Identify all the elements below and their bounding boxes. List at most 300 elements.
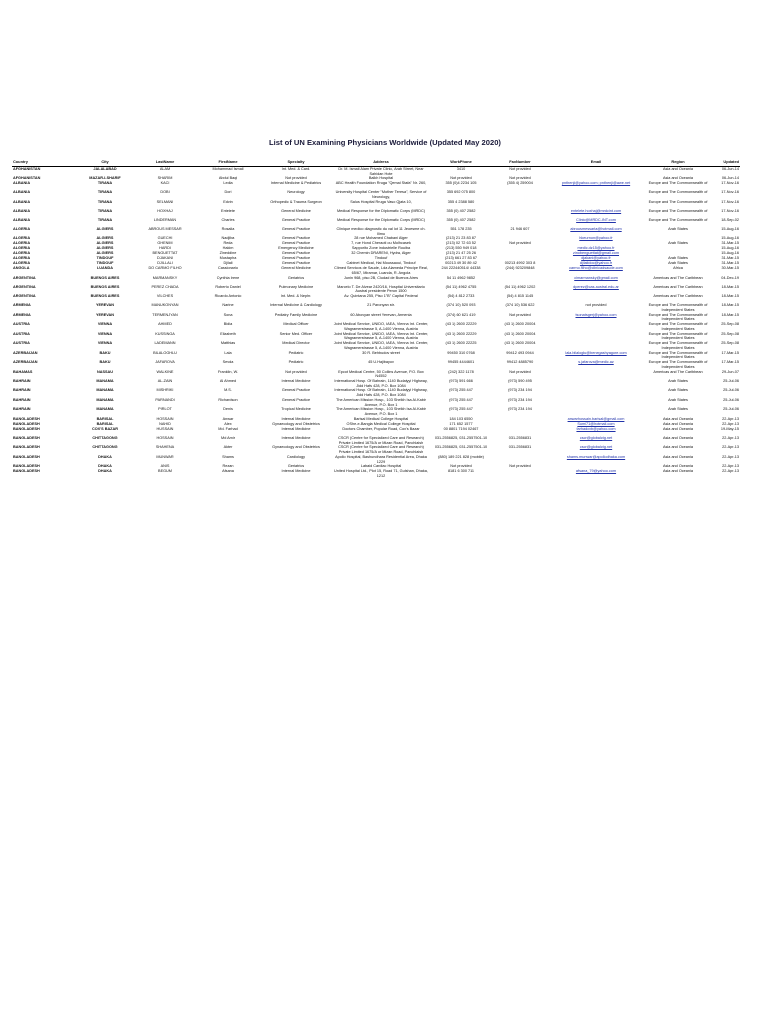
cell-work-phone: 551 178 235 xyxy=(450,226,472,231)
cell-city: BAKU xyxy=(99,350,111,355)
cell-address: Sapporito Zone industrielle Rouiba xyxy=(351,246,411,251)
cell-email xyxy=(548,276,644,285)
cell-last-name: DOBI xyxy=(160,190,170,195)
cell-email xyxy=(548,266,644,275)
cell-region: Europe and The Commonwealth of Independent States xyxy=(648,312,708,322)
header-region: Region xyxy=(644,160,712,166)
cell-last-name: GUECHI xyxy=(157,236,173,241)
email-link[interactable]: lala.bilaloglu@benegashyagore.com xyxy=(565,350,627,355)
cell-email xyxy=(548,166,644,176)
email-link[interactable]: carmo.filho@clinicadsaude.com xyxy=(569,266,623,271)
cell-specialty: Geriatrics xyxy=(287,275,305,280)
cell-region: Europe and The Commonwealth of xyxy=(648,181,708,186)
cell-last-name: HUSSAIN xyxy=(156,426,174,431)
cell-last-name: HOSSAIN xyxy=(156,416,174,421)
cell-address: Av. Quintana 255, Piso 1"B" Capital Federal xyxy=(344,294,418,299)
cell-first-name: Sona xyxy=(223,312,233,317)
cell-region: Asia and Oceania xyxy=(663,469,693,474)
cell-work-phone: Not provided xyxy=(450,464,472,469)
cell-city: JALALABAD xyxy=(93,166,117,171)
cell-last-name: MISHRIKI xyxy=(156,388,174,393)
cell-address: 32 Chemin DRARENI, Hydra, Alger xyxy=(351,251,411,256)
cell-city: MANAMA xyxy=(96,388,114,393)
cell-country: ARGENTINA xyxy=(13,284,36,289)
cell-fax-number: Not provided xyxy=(509,312,531,317)
header-last-name: LastName xyxy=(134,160,196,166)
cell-region: Arab States xyxy=(668,378,688,383)
cell-country: ARGENTINA xyxy=(13,294,36,299)
cell-specialty: Pediatry Family Medicine xyxy=(274,312,318,317)
cell-first-name: Elizabeth xyxy=(220,331,236,336)
cell-address: University Hospital Center "Mother Teresa", Service of Neurology, xyxy=(335,190,427,200)
cell-country: ARGENTINA xyxy=(13,275,36,280)
cell-email xyxy=(548,285,644,294)
cell-specialty: General Practice xyxy=(281,388,311,393)
cell-email xyxy=(548,388,644,397)
cell-first-name: M.S. xyxy=(224,388,232,393)
cell-specialty: Gynaecology and Obstetrics xyxy=(272,421,320,426)
cell-updated: 17-Mar-15 xyxy=(721,360,739,365)
cell-address: International Hosp. Of Bahrain, 1140 Budaiyyi Highway, Jidd Hafs 428, P.O. Box 1084 xyxy=(334,378,428,388)
cell-fax-number: 99412 493 0944 xyxy=(506,350,534,355)
email-link[interactable]: tsonatsgerj@yahoo.com xyxy=(575,312,617,317)
table-row xyxy=(12,388,740,397)
cell-work-phone: (242) 322 1178 xyxy=(448,369,474,374)
cell-region: Arab States xyxy=(668,226,688,231)
email-link[interactable]: djilalidoc@yahoo.fr xyxy=(579,261,613,266)
cell-region: Asia and Oceania xyxy=(663,166,693,171)
cell-region: Americas and The Caribbean xyxy=(653,294,703,299)
cell-country: AUSTRIA xyxy=(13,322,30,327)
cell-work-phone: 355 (0) 407 2582 xyxy=(446,217,476,222)
cell-region: Arab States xyxy=(668,388,688,393)
cell-country: BANGLADESH xyxy=(13,426,40,431)
email-link[interactable]: shams.munwar@apollodhaka.com xyxy=(566,454,626,459)
cell-region: Europe and The Commonwealth of xyxy=(648,190,708,195)
cell-first-name: Hakim xyxy=(222,246,234,251)
cell-city: TINDOUF xyxy=(96,256,114,261)
cell-email xyxy=(548,313,644,322)
cell-last-name: ALAM xyxy=(159,166,171,171)
cell-country: AZERBAIJAN xyxy=(13,350,38,355)
cell-address: Joint Medical Service, UNIDO, IAEA, Vienna Int. Center, Wagramerstrasse 5, A-1400 Vienna, Austria xyxy=(333,331,429,341)
cell-region: Europe and The Commonwealth of Independent States xyxy=(648,360,708,369)
cell-updated: 17-Nov-16 xyxy=(721,190,739,195)
cell-country: BANGLADESH xyxy=(13,469,40,474)
table-row xyxy=(12,181,740,190)
cell-first-name: Roberto Daniel xyxy=(215,284,241,289)
cell-work-phone: 00 8801 7194 02467 xyxy=(443,426,479,431)
cell-address: The American Mission Hosp., 103 Sheikh Isa Al-Kabir Avenue, P.O. Box 1 xyxy=(336,397,426,407)
cell-email xyxy=(548,322,644,331)
cell-fax-number: 031-2556831 xyxy=(508,435,532,440)
cell-country: ARMENIA xyxy=(13,312,31,317)
cell-last-name: BEGUM xyxy=(158,469,172,474)
cell-first-name: Richardson xyxy=(218,397,238,402)
cell-specialty: Pediatric xyxy=(288,350,304,355)
cell-region: Asia and Oceania xyxy=(663,416,693,421)
cell-specialty: Internal Medicine & Pediatrics xyxy=(270,181,322,186)
cell-updated: 15-Aug-16 xyxy=(721,226,739,231)
cell-updated: 25-Jul-06 xyxy=(723,397,739,402)
cell-region: Europe and The Commonwealth of Independent States xyxy=(648,341,708,350)
cell-updated: 22-Apr-13 xyxy=(722,469,739,474)
cell-last-name: DJILLALI xyxy=(157,261,173,266)
cell-first-name: Entelete xyxy=(221,208,235,213)
cell-country: AUSTRIA xyxy=(13,341,30,346)
cell-region: Africa xyxy=(673,266,683,271)
cell-city: CHITTAGONG xyxy=(92,445,118,450)
cell-country: BANGLADESH xyxy=(13,416,40,421)
cell-specialty: Not provided xyxy=(285,369,307,374)
email-link[interactable]: anwarhossain.barisal@gmail.com xyxy=(567,416,625,421)
table-row xyxy=(12,285,740,294)
cell-email xyxy=(548,379,644,388)
cell-specialty: Medical Director xyxy=(282,341,310,346)
cell-work-phone: 184 103 6550 xyxy=(449,416,473,421)
cell-country: BANGLADESH xyxy=(13,421,40,426)
cell-first-name: Shams xyxy=(222,454,234,459)
physicians-table xyxy=(12,160,740,479)
cell-specialty: Internal Medicine xyxy=(281,378,311,383)
cell-work-phone: 99455 4444601 xyxy=(447,360,475,365)
cell-address: Medical Response for the Diplomatic Corps (MRDC) xyxy=(337,217,425,222)
cell-work-phone: 171 652 1577 xyxy=(449,421,473,426)
cell-work-phone: 54 11 4962 9852 xyxy=(446,275,476,280)
cell-last-name: PIRLOT xyxy=(158,407,172,412)
cell-email xyxy=(548,190,644,199)
cell-work-phone: (374) 60 621 419 xyxy=(446,312,476,317)
email-link[interactable]: zinobenguettat@gmail.com xyxy=(572,251,620,256)
cell-city: ALGIERS xyxy=(96,226,114,231)
cell-country: ANGOLA xyxy=(13,266,30,271)
cell-last-name: VILCHES xyxy=(156,294,174,299)
cell-country: ARMENIA xyxy=(13,303,31,308)
cell-city: ALGIERS xyxy=(96,241,114,246)
table-row xyxy=(12,360,740,369)
cell-last-name: SHAHENA xyxy=(155,445,175,450)
cell-last-name: AL-ZAIN xyxy=(157,378,173,383)
cell-country: AFGHANISTAN xyxy=(13,176,41,181)
cell-address: CSCR (Centre for Specialized Care and Research) Private Limited 1675/A or Mizan Road, Panchlaish xyxy=(338,435,424,445)
cell-last-name: BILALOGHLU xyxy=(153,350,177,355)
cell-region: Arab States xyxy=(668,261,688,266)
cell-first-name: Lala xyxy=(224,350,232,355)
cell-region: Europe and The Commonwealth of Independent States xyxy=(648,303,708,312)
cell-address: OShe-e-Bangla Medical College Hospital xyxy=(346,421,416,426)
cell-work-phone: (374 10) 520 093 xyxy=(446,303,476,308)
table-row xyxy=(12,276,740,285)
cell-city: ALGIERS xyxy=(96,246,114,251)
cell-region: Asia and Oceania xyxy=(663,421,693,426)
header-email: Email xyxy=(548,160,644,166)
email-link[interactable]: cscr@globalctg.net xyxy=(579,435,613,440)
cell-last-name: KACI xyxy=(160,181,170,186)
cell-updated: 18-Mar-15 xyxy=(721,312,739,317)
cell-country: BAHAMAS xyxy=(13,369,33,374)
cell-updated: 15-Aug-16 xyxy=(721,236,739,241)
table-row xyxy=(12,455,740,464)
email-link[interactable]: abrousmessarla@hotmail.com xyxy=(570,226,622,231)
cell-email xyxy=(548,200,644,209)
cell-updated: 25-Sep-08 xyxy=(721,341,739,346)
cell-first-name: Al Ahmed xyxy=(219,378,237,383)
cell-first-name: Dori xyxy=(224,190,232,195)
cell-first-name: Md. Farhad xyxy=(218,426,238,431)
cell-last-name: TERMENJYAN xyxy=(152,312,178,317)
cell-specialty: Gynaecology and Obstetrics xyxy=(272,445,320,450)
email-link[interactable]: djakani@yahoo.fr xyxy=(581,256,611,261)
cell-updated: 18-Sep-02 xyxy=(721,217,739,222)
table-row xyxy=(12,445,740,454)
cell-fax-number: (973) 234 194 xyxy=(508,397,532,402)
cell-first-name: Rezan xyxy=(222,464,234,469)
cell-address: Cabinet Medical, Hai Moussaoui, Tindouf xyxy=(346,261,416,266)
email-link[interactable]: cscr@globalctg.net xyxy=(579,445,613,450)
cell-region: Europe and The Commonwealth of xyxy=(648,199,708,204)
cell-last-name: SELMANI xyxy=(156,199,174,204)
cell-region: Americas and The Caribbean xyxy=(653,284,703,289)
cell-email xyxy=(548,341,644,350)
cell-specialty: Internal Medicine xyxy=(281,469,311,474)
header-specialty: Specialty xyxy=(260,160,332,166)
cell-last-name: LINDERMAN xyxy=(153,217,177,222)
header-city: City xyxy=(76,160,134,166)
cell-email xyxy=(548,227,644,236)
cell-specialty: General Practice xyxy=(281,256,311,261)
cell-city: YEREVAN xyxy=(95,312,115,317)
cell-country: BANGLADESH xyxy=(13,435,40,440)
cell-first-name: Md Amir xyxy=(221,435,235,440)
cell-work-phone: (213) 21 47 25 26 xyxy=(446,251,476,256)
cell-specialty: Geriatrics xyxy=(287,464,305,469)
cell-city: COX'S BAZAR xyxy=(91,426,118,431)
cell-city: TIRANA xyxy=(97,190,113,195)
cell-address: Climed Servicos de Saude, Lda Alameda Principe Real, 65/67, Miramar, Luanda, R. Angola xyxy=(334,266,428,276)
table-row xyxy=(12,227,740,236)
cell-specialty: General Practice xyxy=(281,251,311,256)
cell-address: Balkh Hospital xyxy=(368,176,394,181)
cell-address: Medical Response for the Diplomatic Corps (MRDC) xyxy=(337,208,425,213)
cell-last-name: MARMANSKY xyxy=(152,275,178,280)
email-link[interactable]: dperez@cas.austral.edu.ar xyxy=(573,284,619,289)
cell-first-name: Akter xyxy=(223,445,233,450)
cell-country: ALGERIA xyxy=(13,241,31,246)
email-link[interactable]: cimarmansky@gmail.com xyxy=(574,275,618,280)
cell-fax-number xyxy=(492,190,548,199)
cell-work-phone: 355 692 075 800 xyxy=(446,190,476,195)
cell-city: TIRANA xyxy=(97,181,113,186)
email-link[interactable]: medic.dz15@yahoo.fr xyxy=(577,246,615,251)
email-link[interactable]: Clinic@MRDC-INT.com xyxy=(576,217,616,222)
email-link[interactable]: s.jafarova@medic.az xyxy=(578,360,614,365)
cell-region: Arab States xyxy=(668,256,688,261)
cell-region: Americas and The Caribbean xyxy=(653,369,703,374)
cell-first-name: Ricardo Antonio xyxy=(214,294,242,299)
table-row xyxy=(12,209,740,218)
cell-city: TINDOUF xyxy=(96,261,114,266)
cell-updated: 17-Mar-15 xyxy=(721,350,739,355)
cell-city: DHAKA xyxy=(98,469,112,474)
cell-address: The American Mission Hosp., 103 Sheikh Isa Al-Kabir Avenue, P.O. Box 1 xyxy=(336,407,426,417)
cell-city: MAZAR-I-SHARIF xyxy=(89,176,121,181)
cell-updated: 17-Nov-16 xyxy=(721,181,739,186)
cell-updated: 18-Mar-15 xyxy=(721,284,739,289)
cell-address: Marcelo T. De Alvear 2420/16, Hospital Universitario Austral presidente Peron 1500 xyxy=(337,284,425,294)
email-link[interactable]: pnthenji@yahoo.com; pnthenji@awe.net xyxy=(561,181,631,186)
table-row xyxy=(12,313,740,322)
cell-city: NASSAU xyxy=(96,369,114,374)
cell-work-phone: 355 4 2388 580 xyxy=(447,199,475,204)
cell-first-name: Abdul Baqi xyxy=(218,176,238,181)
cell-first-name: Denis xyxy=(223,407,233,412)
cell-updated: 25-Sep-08 xyxy=(721,331,739,336)
table-row xyxy=(12,469,740,478)
cell-region: Americas and The Caribbean xyxy=(653,275,703,280)
cell-updated: 19-May-15 xyxy=(720,426,739,431)
cell-country: BAHRAIN xyxy=(13,397,31,402)
cell-address: Doctors Chamber, Popular Road, Cox's Bazar xyxy=(342,426,420,431)
cell-work-phone: 8181 6 300 711 xyxy=(447,469,475,474)
table-row xyxy=(12,322,740,331)
cell-first-name: Djilali xyxy=(223,261,233,266)
cell-address: Tindouf xyxy=(374,256,388,261)
cell-updated: 25-Jul-06 xyxy=(723,388,739,393)
header-work-phone: WorkPhone xyxy=(430,160,492,166)
cell-fax-number xyxy=(492,200,548,209)
cell-address: United Hospital Ltd., Plot 15, Road 71, Gulshan, Dhaka, 1212 xyxy=(334,469,428,478)
cell-work-phone: (973) 591 666 xyxy=(449,378,473,383)
cell-email xyxy=(548,303,644,312)
cell-region: Asia and Oceania xyxy=(663,445,693,450)
cell-country: ALBANIA xyxy=(13,190,31,195)
cell-last-name: WALKINE xyxy=(156,369,174,374)
cell-country: AUSTRIA xyxy=(13,331,30,336)
cell-city: BAKU xyxy=(99,360,111,365)
cell-fax-number: (43 1) 2600 20004 xyxy=(504,322,536,327)
cell-updated: 25-Sep-08 xyxy=(721,322,739,327)
cell-fax-number: Not provided xyxy=(509,464,531,469)
cell-region: Europe and The Commonwealth of Independent States xyxy=(648,331,708,341)
cell-updated: 30-Mar-15 xyxy=(721,266,739,271)
cell-city: BARISAL xyxy=(96,416,114,421)
cell-specialty: Pediatric xyxy=(288,360,304,365)
cell-first-name: Bidia xyxy=(223,322,233,327)
cell-work-phone: (213) 661 27 83 67 xyxy=(444,256,478,261)
email-link[interactable]: afsana_79@yahoo.com xyxy=(575,469,617,474)
cell-region: Arab States xyxy=(668,397,688,402)
cell-email xyxy=(548,218,644,227)
cell-specialty: Not provided xyxy=(285,176,307,181)
cell-city: MANAMA xyxy=(96,407,114,412)
table-row xyxy=(12,370,740,379)
cell-country: AZERBAIJAN xyxy=(13,360,38,365)
cell-first-name: Afsana xyxy=(222,469,234,474)
cell-country: ALBANIA xyxy=(13,181,31,186)
cell-country: BAHRAIN xyxy=(13,407,31,412)
cell-first-name: Ledia xyxy=(223,181,233,186)
cell-work-phone: (43 1) 2600 22225 xyxy=(445,341,477,346)
email-link[interactable]: hkeurnon@yahoo.fr xyxy=(579,236,613,241)
cell-updated: 22-Apr-13 xyxy=(722,445,739,450)
cell-fax-number xyxy=(492,427,548,436)
cell-updated: 22-Apr-13 xyxy=(722,454,739,459)
cell-work-phone: 031-2556825, 031-2557501-10 xyxy=(434,435,488,440)
table-row xyxy=(12,200,740,209)
cell-city: MANAMA xyxy=(96,397,114,402)
table-row xyxy=(12,218,740,227)
cell-specialty: Emergency Medicine xyxy=(278,246,314,251)
cell-updated: 29-Jun-07 xyxy=(721,369,739,374)
cell-work-phone: (43 1) 2600 22229 xyxy=(445,322,477,327)
cell-specialty: Tropical Medicine xyxy=(281,407,311,412)
cell-fax-number: (43 1) 2600 20004 xyxy=(504,341,536,346)
cell-last-name: JAFAROVA xyxy=(155,360,175,365)
cell-fax-number: (374 10) 536 622 xyxy=(505,303,535,308)
cell-region: Asia and Oceania xyxy=(663,464,693,469)
table-row xyxy=(12,303,740,312)
cell-updated: 31-Mar-15 xyxy=(721,241,739,246)
cell-work-phone: 031-2556825, 031-2557501-10 xyxy=(434,445,488,450)
cell-email xyxy=(548,370,644,379)
cell-specialty: Orthopedic & Trauma Surgeon xyxy=(270,199,322,204)
cell-last-name: GHENIM xyxy=(157,241,173,246)
cell-address: 60 Abovyan street Yerevan, Armenia xyxy=(350,312,412,317)
cell-updated: 04-Dec-19 xyxy=(721,275,739,280)
cell-fax-number: Not provided xyxy=(509,166,531,171)
cell-work-phone: 99450 310 0768 xyxy=(447,350,475,355)
header-country: Country xyxy=(12,160,76,166)
cell-last-name: ABROUS MESSAR xyxy=(148,226,182,231)
cell-work-phone: (54) 4 812 2733 xyxy=(447,294,475,299)
cell-address: 45 U.Hajibayov xyxy=(368,360,394,365)
cell-specialty: General Medicine xyxy=(281,208,311,213)
cell-work-phone: 355 (0) 407 2582 xyxy=(446,208,476,213)
cell-first-name: Zineddine xyxy=(219,251,237,256)
cell-specialty: Internal Medicine & Cardiology xyxy=(270,303,322,308)
cell-fax-number xyxy=(492,455,548,464)
cell-fax-number: (54) 4 815 1145 xyxy=(506,294,534,299)
cell-updated: 31-Mar-15 xyxy=(721,261,739,266)
cell-email xyxy=(548,294,644,303)
cell-fax-number xyxy=(492,276,548,285)
table-row xyxy=(12,166,740,176)
cell-last-name: MANUKONYAN xyxy=(151,303,179,308)
cell-fax-number: 21 946 607 xyxy=(510,226,530,231)
cell-fax-number: 00213 4992 303 8 xyxy=(504,261,536,266)
cell-specialty: Internal Medicine xyxy=(281,416,311,421)
cell-region: Europe and The Commonwealth of xyxy=(648,208,708,213)
cell-city: YEREVAN xyxy=(95,303,115,308)
cell-last-name: ANIS xyxy=(160,464,170,469)
email-link[interactable]: entelete.hoxhaj@mrdcint.com xyxy=(570,208,622,213)
cell-city: BUENOS AIRES xyxy=(90,294,120,299)
email-link[interactable]: farhadcxb@yahoo.com xyxy=(576,426,616,431)
cell-updated: 25-Jul-06 xyxy=(723,407,739,412)
cell-region: Europe and The Commonwealth of Independent States xyxy=(648,322,708,331)
cell-specialty: Senior Med. Officer xyxy=(279,331,313,336)
cell-city: TIRANA xyxy=(97,217,113,222)
email-link[interactable]: Sumi71@hotmail.com xyxy=(577,421,615,426)
cell-city: CHITTAGONG xyxy=(92,435,118,440)
cell-country: BAHRAIN xyxy=(13,388,31,393)
cell-address: Apollo Hospital, Bashundhara Residential Area, Dhaka 1229 xyxy=(335,454,427,464)
cell-fax-number: Not provided xyxy=(509,369,531,374)
cell-last-name: HOSSAIN xyxy=(156,435,174,440)
cell-fax-number: (973) 234 194 xyxy=(508,388,532,393)
cell-last-name: HOXHAJ xyxy=(157,208,173,213)
cell-updated: 22-Apr-13 xyxy=(722,464,739,469)
